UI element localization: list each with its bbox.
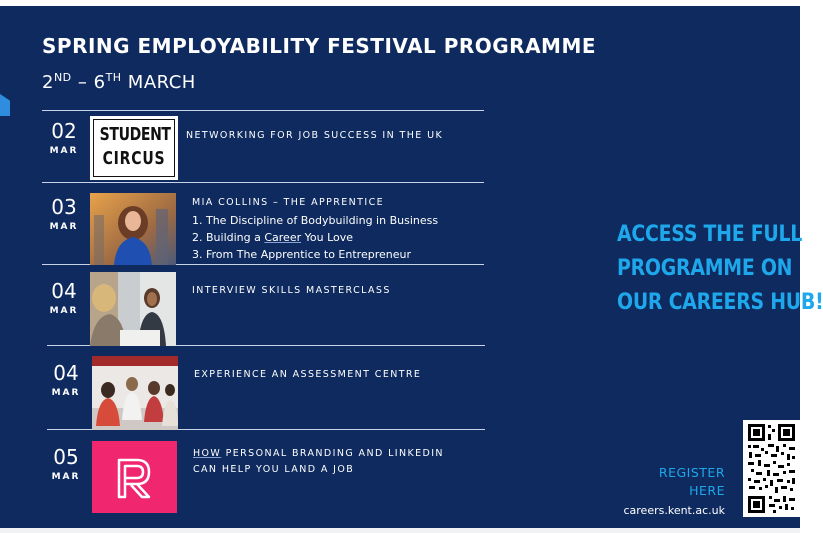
event-day: 03 bbox=[51, 195, 77, 219]
festival-dates bbox=[42, 72, 196, 93]
event-month: MAR bbox=[51, 388, 81, 398]
event-date bbox=[44, 446, 88, 482]
qr-code[interactable] bbox=[743, 420, 800, 517]
event-title-rest: PERSONAL BRANDING AND LINKEDIN bbox=[221, 448, 444, 459]
event-month: MAR bbox=[51, 472, 81, 482]
event-day: 02 bbox=[51, 119, 77, 143]
event-month: MAR bbox=[49, 306, 79, 316]
event-day: 04 bbox=[51, 279, 77, 303]
event-month: MAR bbox=[49, 222, 79, 232]
register-label bbox=[659, 464, 725, 500]
page-title: SPRING EMPLOYABILITY FESTIVAL PROGRAMME bbox=[42, 34, 597, 58]
callout-line: PROGRAMME ON bbox=[617, 256, 793, 281]
start-day-suffix: ND bbox=[53, 71, 72, 84]
divider bbox=[42, 110, 484, 111]
event-title-underlined: HOW bbox=[193, 448, 222, 459]
programme-slide bbox=[0, 6, 823, 528]
event-day: 04 bbox=[53, 361, 79, 385]
session-item-underlined: Career bbox=[264, 231, 302, 244]
end-day: 6 bbox=[93, 72, 106, 93]
session-item bbox=[192, 229, 438, 246]
bottom-bar bbox=[0, 528, 800, 533]
personal-branding-logo bbox=[92, 441, 177, 513]
session-list bbox=[192, 212, 438, 263]
session-item-suffix: You Love bbox=[301, 231, 354, 244]
divider bbox=[42, 182, 484, 183]
event-month: MAR bbox=[49, 146, 79, 156]
logo-line-1: STUDENT bbox=[99, 124, 171, 145]
event-date bbox=[44, 362, 88, 398]
session-item: 3. From The Apprentice to Entrepreneur bbox=[192, 248, 411, 261]
event-title: INTERVIEW SKILLS MASTERCLASS bbox=[192, 285, 391, 296]
event-title: MIA COLLINS – THE APPRENTICE bbox=[192, 197, 385, 208]
event-date bbox=[42, 280, 86, 316]
event-title: NETWORKING FOR JOB SUCCESS IN THE UK bbox=[186, 130, 444, 141]
date-month: MARCH bbox=[121, 72, 196, 93]
event-title: EXPERIENCE AN ASSESSMENT CENTRE bbox=[194, 369, 422, 380]
register-line: HERE bbox=[689, 483, 725, 498]
careers-hub-callout bbox=[617, 218, 823, 320]
assessment-photo bbox=[92, 356, 178, 430]
session-item: 1. The Discipline of Bodybuilding in Business bbox=[192, 214, 439, 227]
start-day: 2 bbox=[42, 72, 54, 93]
side-tab-marker bbox=[0, 94, 10, 116]
event-title bbox=[193, 448, 444, 459]
event-date bbox=[42, 196, 86, 232]
register-line: REGISTER bbox=[658, 465, 725, 480]
interview-photo bbox=[90, 272, 176, 346]
date-separator: – bbox=[71, 72, 94, 93]
event-title-line-2: CAN HELP YOU LAND A JOB bbox=[193, 464, 355, 475]
speaker-photo bbox=[90, 193, 176, 265]
session-item-prefix: 2. Building a bbox=[192, 231, 265, 244]
logo-line-2: CIRCUS bbox=[102, 148, 166, 169]
callout-line: ACCESS THE FULL bbox=[617, 222, 803, 247]
end-day-suffix: TH bbox=[105, 71, 122, 84]
student-circus-logo bbox=[90, 116, 178, 180]
event-day: 05 bbox=[53, 445, 79, 469]
event-date bbox=[42, 120, 86, 156]
careers-url[interactable]: careers.kent.ac.uk bbox=[623, 504, 725, 517]
callout-line: OUR CAREERS HUB! bbox=[617, 290, 823, 315]
